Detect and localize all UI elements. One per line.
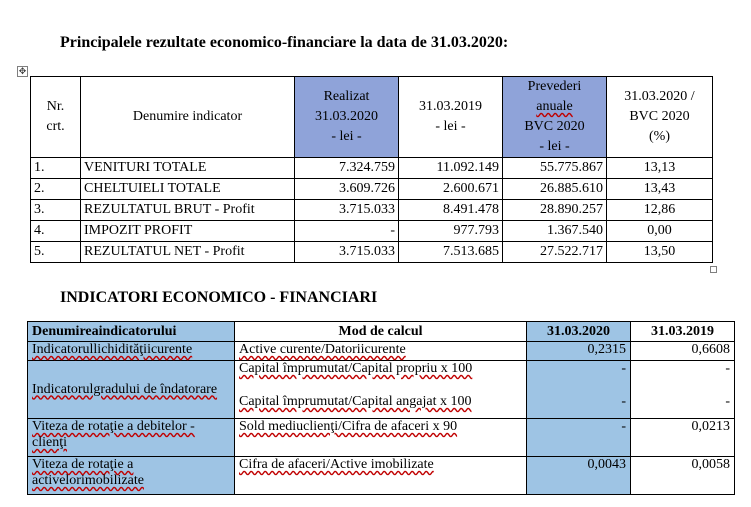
table-header-row — [31, 77, 713, 158]
table-row: Viteza de rotaţie a debitelor - clienţi Sold mediuclienţi/Cifra de afaceri x 90 - 0,0213 — [28, 419, 735, 457]
header-indicator-name: Denumireaindicatorului — [28, 322, 235, 342]
header-2019: 31.03.2019 — [631, 322, 735, 342]
header-ratio: 31.03.2020 / BVC 2020 (%) — [607, 77, 713, 158]
header-realizat: Realizat 31.03.2020 - lei - — [295, 77, 399, 158]
results-table — [30, 76, 713, 263]
header-prevederi: Prevederi anuale BVC 2020 - lei - — [503, 77, 607, 158]
table-row: 3. REZULTATUL BRUT - Profit 3.715.033 8.491.478 28.890.257 12,86 — [31, 200, 713, 221]
table-row: 1. VENITURI TOTALE 7.324.759 11.092.149 55.775.867 13,13 — [31, 158, 713, 179]
header-prev-year: 31.03.2019 - lei - — [399, 77, 503, 158]
table-row: 4. IMPOZIT PROFIT - 977.793 1.367.540 0,00 — [31, 221, 713, 242]
table-resize-handle[interactable] — [710, 266, 717, 273]
table-row: Indicatorulgradului de îndatorare Capital împrumutat/Capital propriu x 100 Capital împrumutat/Capital angajat x 100 - - - - — [28, 361, 735, 419]
table-move-handle-icon[interactable]: ✥ — [18, 66, 27, 76]
table-row: Indicatorullichidităţiicurente Active curente/Datoriicurente 0,2315 0,6608 — [28, 342, 735, 361]
table-header-row — [28, 322, 735, 342]
table-row: 2. CHELTUIELI TOTALE 3.609.726 2.600.671 26.885.610 13,43 — [31, 179, 713, 200]
header-mod-calcul: Mod de calcul — [235, 322, 527, 342]
section-title: Principalele rezultate economico-financiare la data de 31.03.2020: — [60, 34, 509, 51]
header-denumire: Denumire indicator — [81, 77, 295, 158]
indicators-table — [27, 321, 735, 495]
table-row: 5. REZULTATUL NET - Profit 3.715.033 7.513.685 27.522.717 13,50 — [31, 242, 713, 263]
header-2020: 31.03.2020 — [527, 322, 631, 342]
header-nr: Nr. crt. — [31, 77, 81, 158]
section-title-indicators: INDICATORI ECONOMICO - FINANCIARI — [60, 289, 378, 306]
table-row: Viteza de rotaţie a activelorimobilizate Cifra de afaceri/Active imobilizate 0,0043 0,0058 — [28, 457, 735, 495]
